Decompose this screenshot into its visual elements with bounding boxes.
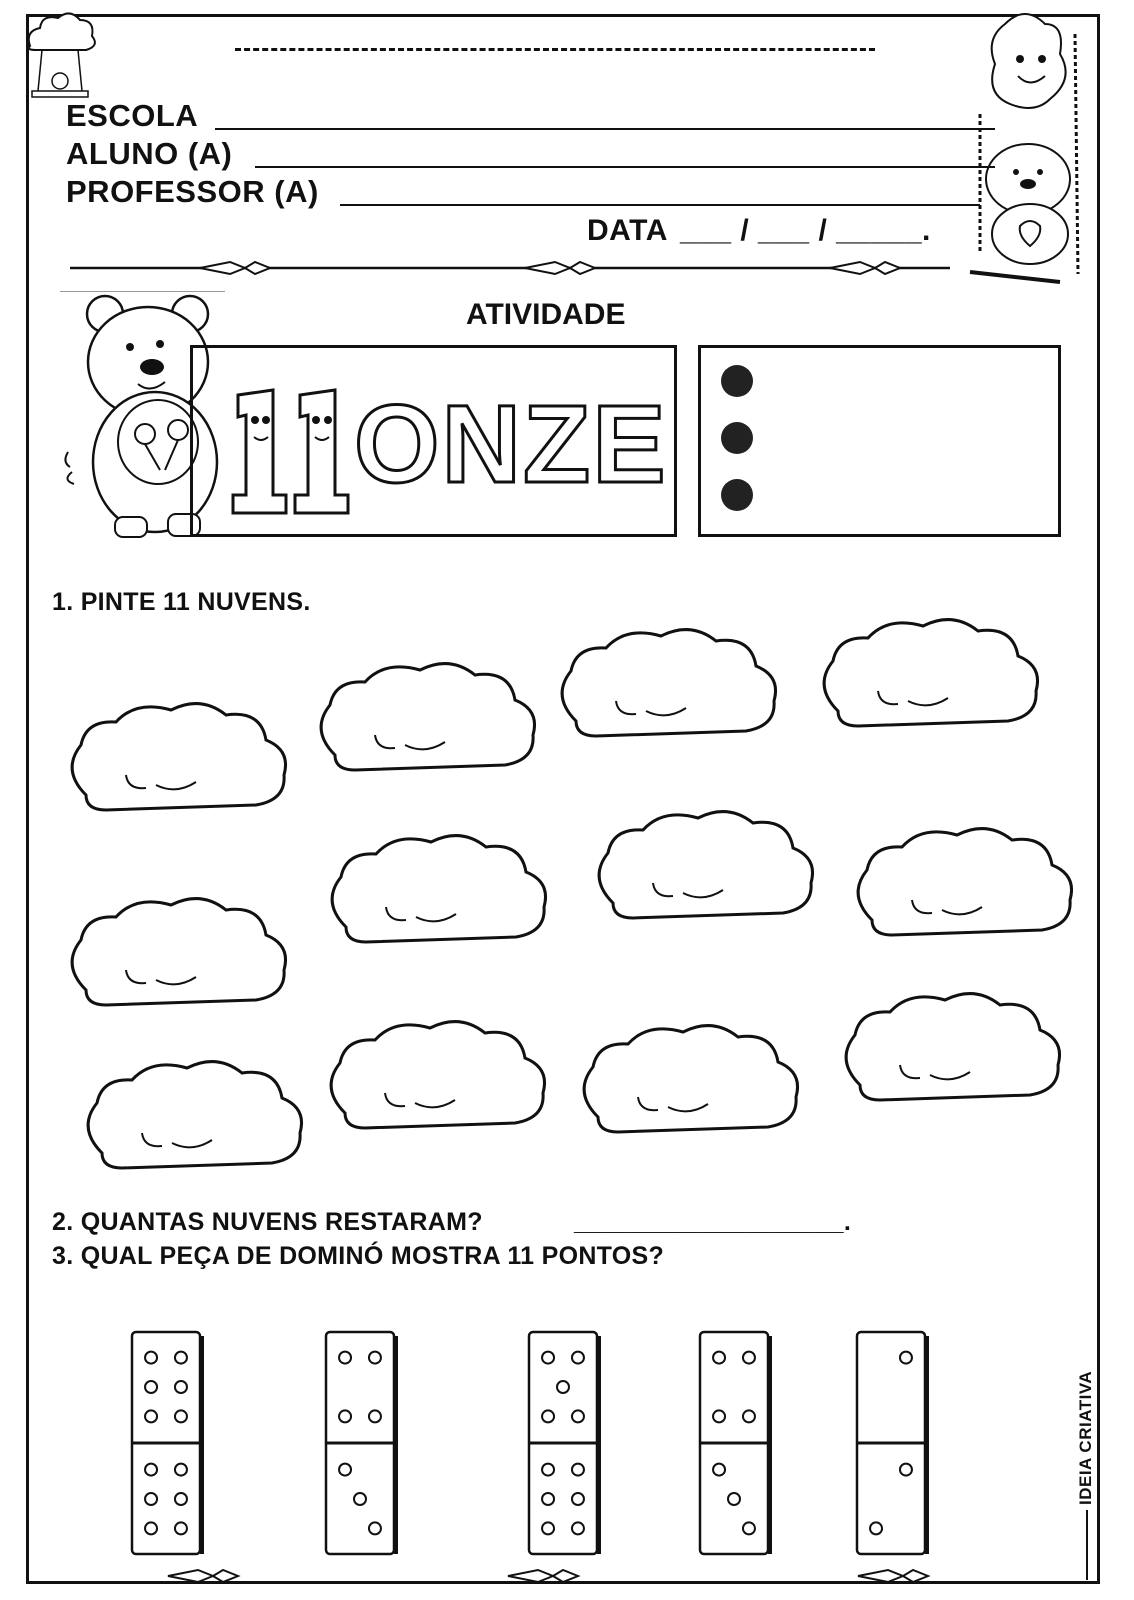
clouds-area [0,600,1134,1200]
domino-pip-top [542,1352,554,1364]
escola-label: ESCOLA [66,98,199,133]
domino-pip-top [572,1410,584,1422]
credit-text: IDEIA CRIATIVA [1076,1370,1095,1505]
cloud[interactable] [332,836,545,942]
domino-pip-bottom [175,1464,187,1476]
domino-pip-top [175,1381,187,1393]
number-eleven-figure [228,385,358,520]
professor-field[interactable] [340,204,980,206]
domino-pip-bottom [542,1464,554,1476]
aluno-label: ALUNO (A) [66,136,233,171]
domino-pip-bottom [145,1522,157,1534]
domino-pip-top [369,1410,381,1422]
domino-edge [394,1336,398,1554]
domino-pip-bottom [572,1493,584,1505]
number-word: ONZE [354,383,668,506]
domino-piece[interactable] [853,1328,933,1558]
domino-edge [768,1336,772,1554]
domino-pip-bottom [572,1464,584,1476]
domino-pip-top [743,1352,755,1364]
domino-pip-top [175,1352,187,1364]
domino-piece[interactable] [322,1328,402,1558]
title-dash-line [235,48,875,51]
cloud[interactable] [824,620,1037,726]
dot [721,365,753,397]
domino-piece[interactable] [696,1328,776,1558]
domino-pip-top [339,1410,351,1422]
aluno-field[interactable] [255,166,995,168]
domino-pip-bottom [354,1493,366,1505]
domino-pip-top [713,1352,725,1364]
cloud[interactable] [584,1026,797,1132]
domino-pip-top [542,1410,554,1422]
domino-pip-top [900,1352,912,1364]
domino-pip-top [743,1410,755,1422]
domino-pip-bottom [145,1464,157,1476]
domino-pip-top [572,1352,584,1364]
domino-pip-bottom [743,1522,755,1534]
divider-ornament-bottom [28,1566,1098,1586]
domino-pip-bottom [369,1522,381,1534]
domino-pip-bottom [542,1493,554,1505]
cloud[interactable] [331,1022,544,1128]
domino-pip-top [339,1352,351,1364]
cloud[interactable] [88,1062,301,1168]
domino-pip-bottom [175,1522,187,1534]
question-2-answer-field[interactable]: ___________________. [574,1208,852,1236]
domino-pip-bottom [572,1522,584,1534]
divider-ornament-top [70,258,950,278]
domino-pip-top [557,1381,569,1393]
cloud[interactable] [72,704,285,810]
domino-pip-bottom [900,1464,912,1476]
domino-pip-bottom [542,1522,554,1534]
cloud[interactable] [321,664,534,770]
domino-pip-top [145,1381,157,1393]
question-3: 3. QUAL PEÇA DE DOMINÓ MOSTRA 11 PONTOS? [52,1242,665,1270]
question-2: 2. QUANTAS NUVENS RESTARAM? [52,1208,483,1236]
bear-swing-illustration [950,4,1100,294]
question-1: 1. PINTE 11 NUVENS. [52,588,311,616]
domino-pip-bottom [870,1522,882,1534]
cloud[interactable] [858,829,1071,935]
activity-title: ATIVIDADE [466,298,626,331]
dot [721,479,753,511]
domino-piece[interactable] [525,1328,605,1558]
domino-pip-bottom [339,1464,351,1476]
domino-pip-top [369,1352,381,1364]
cloud[interactable] [72,899,285,1005]
domino-pip-bottom [175,1493,187,1505]
cloud[interactable] [846,994,1059,1100]
domino-piece[interactable] [128,1328,208,1558]
cloud[interactable] [599,812,812,918]
cloud-swing-illustration [20,6,100,106]
domino-pip-top [713,1410,725,1422]
domino-pip-top [145,1410,157,1422]
dot [721,422,753,454]
escola-field[interactable] [215,128,995,130]
professor-label: PROFESSOR (A) [66,174,319,209]
domino-pip-bottom [728,1493,740,1505]
domino-edge [597,1336,601,1554]
domino-pip-top [175,1410,187,1422]
cloud[interactable] [562,630,775,736]
data-field[interactable]: ___ / ___ / _____. [680,214,931,247]
domino-edge [200,1336,204,1554]
domino-pip-bottom [145,1493,157,1505]
domino-pip-top [145,1352,157,1364]
domino-pip-bottom [713,1464,725,1476]
domino-edge [925,1336,929,1554]
data-label: DATA [587,214,668,247]
